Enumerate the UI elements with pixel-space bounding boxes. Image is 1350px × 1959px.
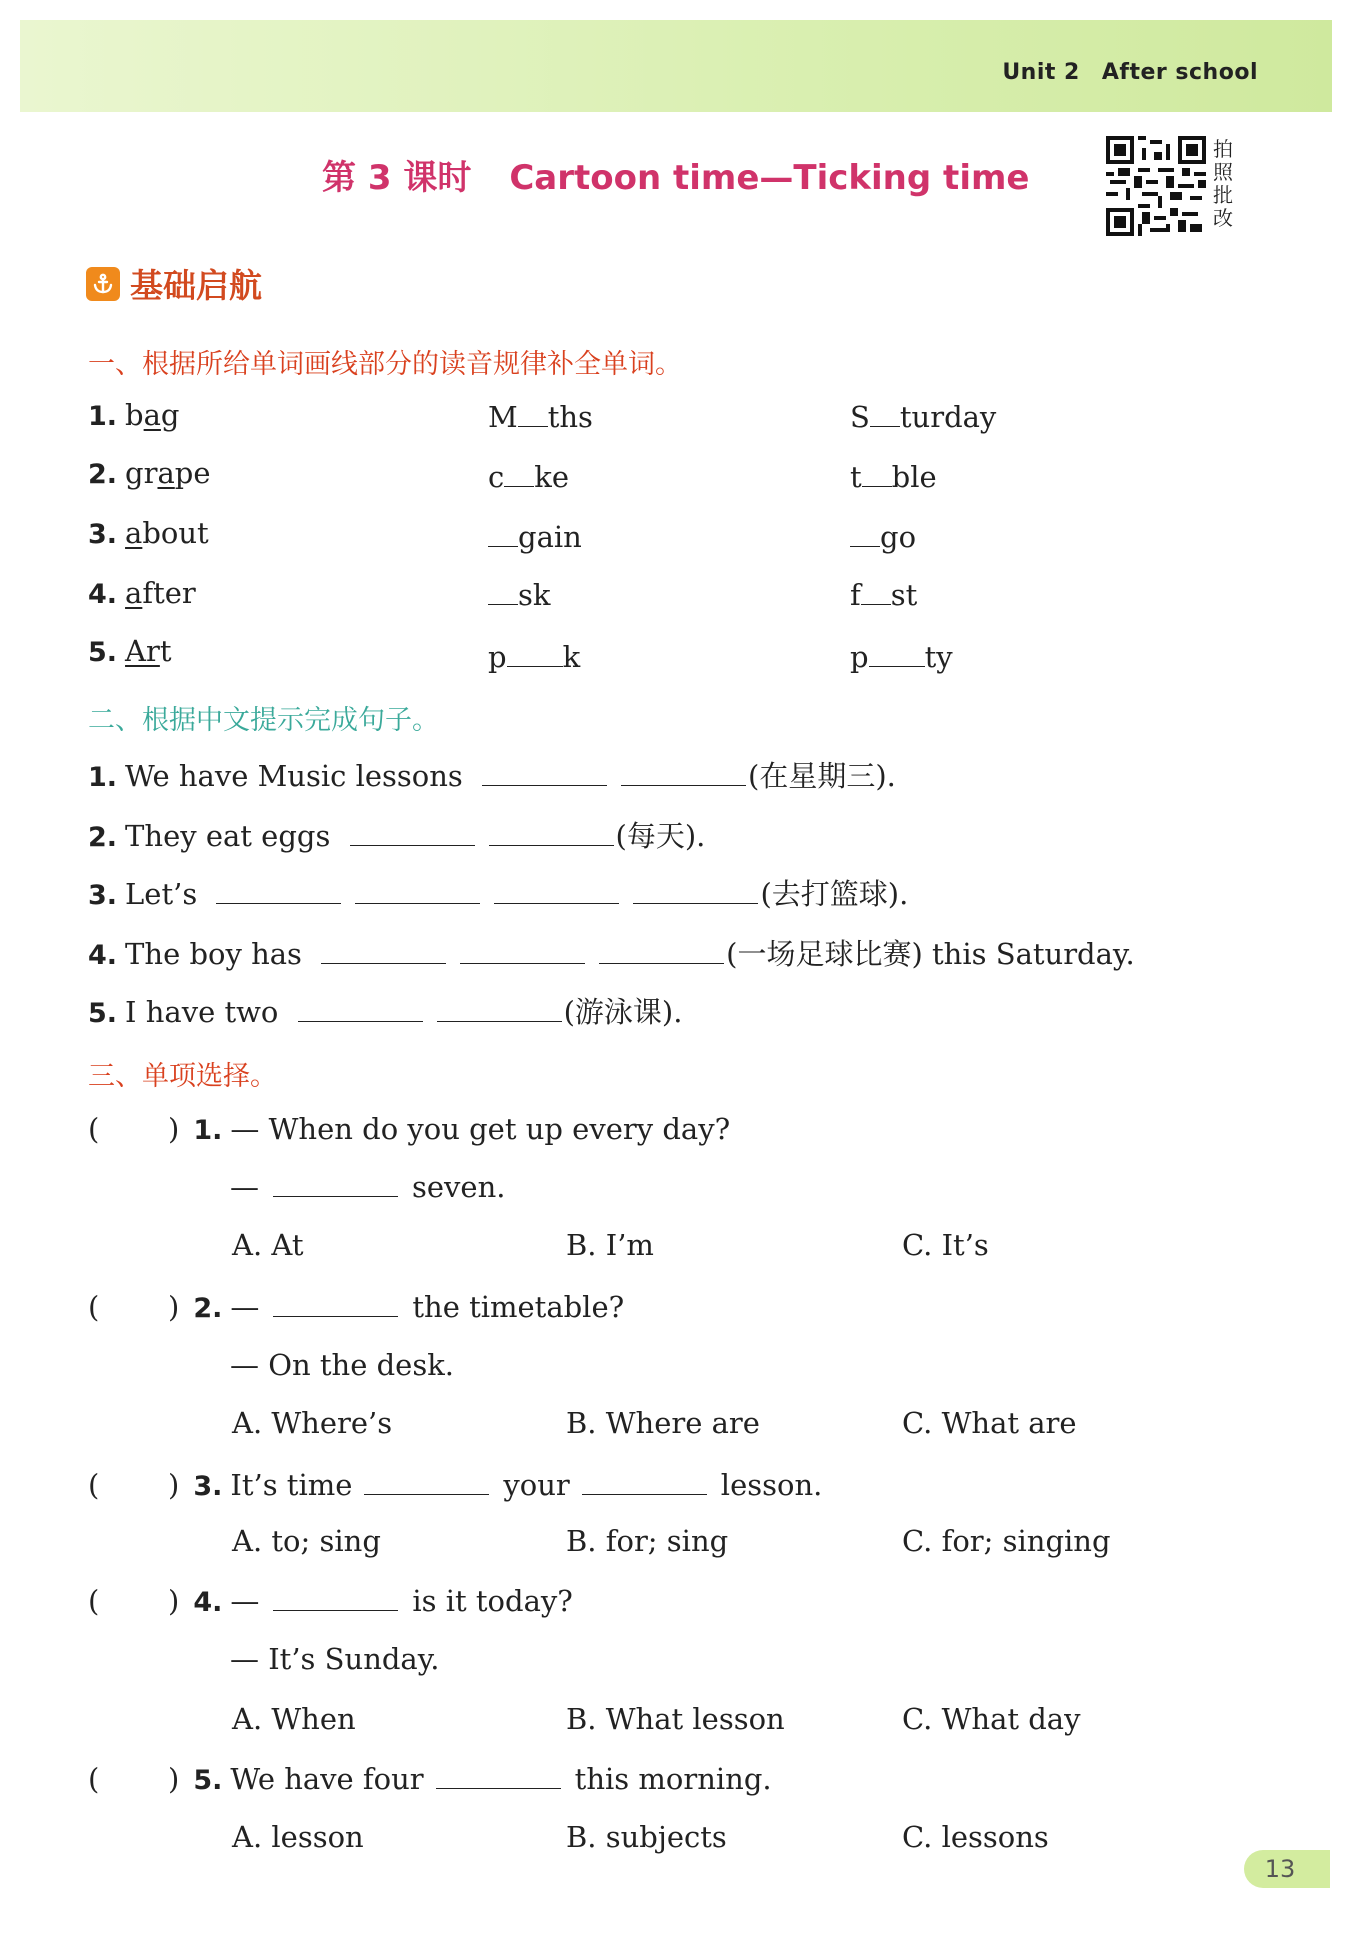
answer-bracket[interactable]: ( — [88, 1112, 100, 1146]
answer-bracket[interactable]: ( — [88, 1762, 100, 1796]
part1-title: 一、根据所给单词画线部分的读音规律补全单词。 — [88, 349, 682, 380]
option-c: C. What day — [902, 1702, 1081, 1736]
option-c: C. lessons — [902, 1820, 1049, 1854]
option-c: C. It’s — [902, 1228, 989, 1262]
page-number: 13 — [1244, 1850, 1330, 1888]
answer-bracket[interactable]: ( — [88, 1468, 100, 1502]
unit-label — [1002, 60, 1258, 85]
answer-bracket[interactable]: ( — [88, 1584, 100, 1618]
part3-title: 三、单项选择。 — [88, 1061, 277, 1092]
option-c: C. What are — [902, 1406, 1077, 1440]
part2-item: 1. We have Music lessons (在星期三). — [88, 759, 896, 793]
answer-bracket[interactable]: ( — [88, 1290, 100, 1324]
part2-item: 3. Let’s (去打篮球). — [88, 877, 909, 911]
lesson-period: 第 3 课时 — [322, 158, 472, 198]
anchor-icon — [86, 267, 120, 301]
part2-item: 5. I have two (游泳课). — [88, 995, 683, 1029]
option-a: A. At — [232, 1228, 304, 1262]
unit-number: Unit 2 — [1002, 60, 1080, 85]
option-a: A. When — [232, 1702, 356, 1736]
option-c: C. for; singing — [902, 1524, 1111, 1558]
option-a: A. Where’s — [232, 1406, 393, 1440]
section-heading — [86, 260, 262, 307]
lesson-topic: Cartoon time—Ticking time — [509, 158, 1030, 198]
option-a: A. to; sing — [232, 1524, 381, 1558]
part2-item: 2. They eat eggs (每天). — [88, 819, 706, 853]
option-b: B. I’m — [566, 1228, 654, 1262]
lesson-title — [322, 150, 1029, 199]
section-title: 基础启航 — [130, 266, 262, 305]
option-b: B. Where are — [566, 1406, 760, 1440]
part2-title: 二、根据中文提示完成句子。 — [88, 705, 439, 736]
qr-caption: 拍 照 批 改 — [1213, 137, 1233, 230]
option-a: A. lesson — [232, 1820, 364, 1854]
unit-title: After school — [1101, 60, 1258, 85]
qr-code-icon[interactable] — [1106, 136, 1206, 236]
option-b: B. What lesson — [566, 1702, 785, 1736]
part2-item: 4. The boy has (一场足球比赛) this Saturday. — [88, 937, 1135, 971]
option-b: B. subjects — [566, 1820, 727, 1854]
option-b: B. for; sing — [566, 1524, 729, 1558]
